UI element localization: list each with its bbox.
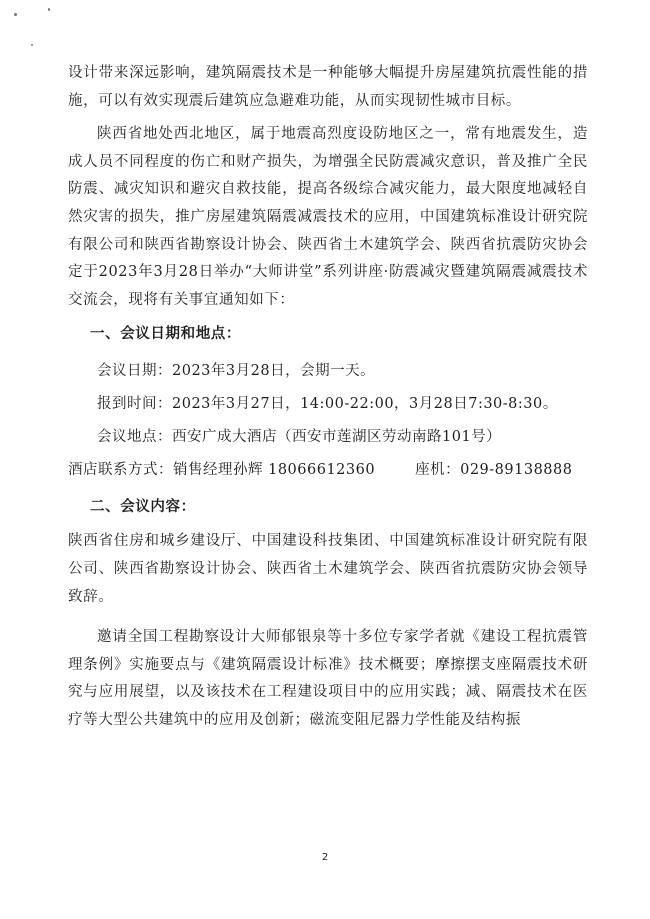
- hotel-contact: 酒店联系方式：销售经理孙辉 18066612360: [68, 462, 376, 479]
- meeting-date: 会议日期：2023年3月28日，会期一天。: [97, 363, 376, 380]
- paragraph-speeches: 陕西省住房和城乡建设厅、中国建设科技集团、中国建筑标准设计研究院有限公司、陕西省勘察设计协会、陕西省土木建筑学会、陕西省抗震防灾协会领导致辞。: [68, 533, 588, 605]
- section-heading-content: 二、会议内容：: [90, 499, 196, 516]
- hotel-landline: 座机：029-89138888: [415, 462, 573, 479]
- page-number: 2: [321, 852, 329, 863]
- paragraph-experts: 邀请全国工程勘察设计大师郁银泉等十多位专家学者就《建设工程抗震管理条例》实施要点与《建筑隔震设计标准》技术概要；摩擦摆支座隔震技术研究与应用展望，以及该技术在工程建设项目中的应用实践；减、隔震技术在医疗等大型公共建筑中的应用及创新；磁流变阻尼器力学性能及结构振: [68, 629, 588, 728]
- scan-speck: [31, 44, 33, 46]
- checkin-time: 报到时间：2023年3月27日，14:00-22:00，3月28日7:30-8:30。: [97, 396, 558, 413]
- meeting-venue: 会议地点：西安广成大酒店（西安市莲湖区劳动南路101号）: [97, 429, 502, 446]
- paragraph-intro-continuation: 设计带来深远影响，建筑隔震技术是一种能够大幅提升房屋建筑抗震性能的措施，可以有效实现震后建筑应急避难功能，从而实现韧性城市目标。: [68, 65, 588, 109]
- document-body: [68, 60, 588, 735]
- scan-speck: [14, 13, 17, 16]
- section-heading-date-venue: 一、会议日期和地点：: [90, 326, 241, 343]
- paragraph-background: 陕西省地处西北地区，属于地震高烈度设防地区之一，常有地震发生，造成人员不同程度的伤亡和财产损失，为增强全民防震减灾意识，普及推广全民防震、减灾知识和避灾自救技能，提高各级综合减灾能力，最大限度地减轻自然灾害的损失，推广房屋建筑隔震减震技术的应用，中国建筑标准设计研究院有限公司和陕西省勘察设计协会、陕西省土木建筑学会、陕西省抗震防灾协会定于2023年3月28日举办“大师讲堂”系列讲座·防震减灾暨建筑隔震减震技术交流会，现将有关事宜通知如下：: [68, 126, 588, 308]
- hotel-contact-row: [68, 454, 588, 487]
- scan-speck: [48, 8, 50, 11]
